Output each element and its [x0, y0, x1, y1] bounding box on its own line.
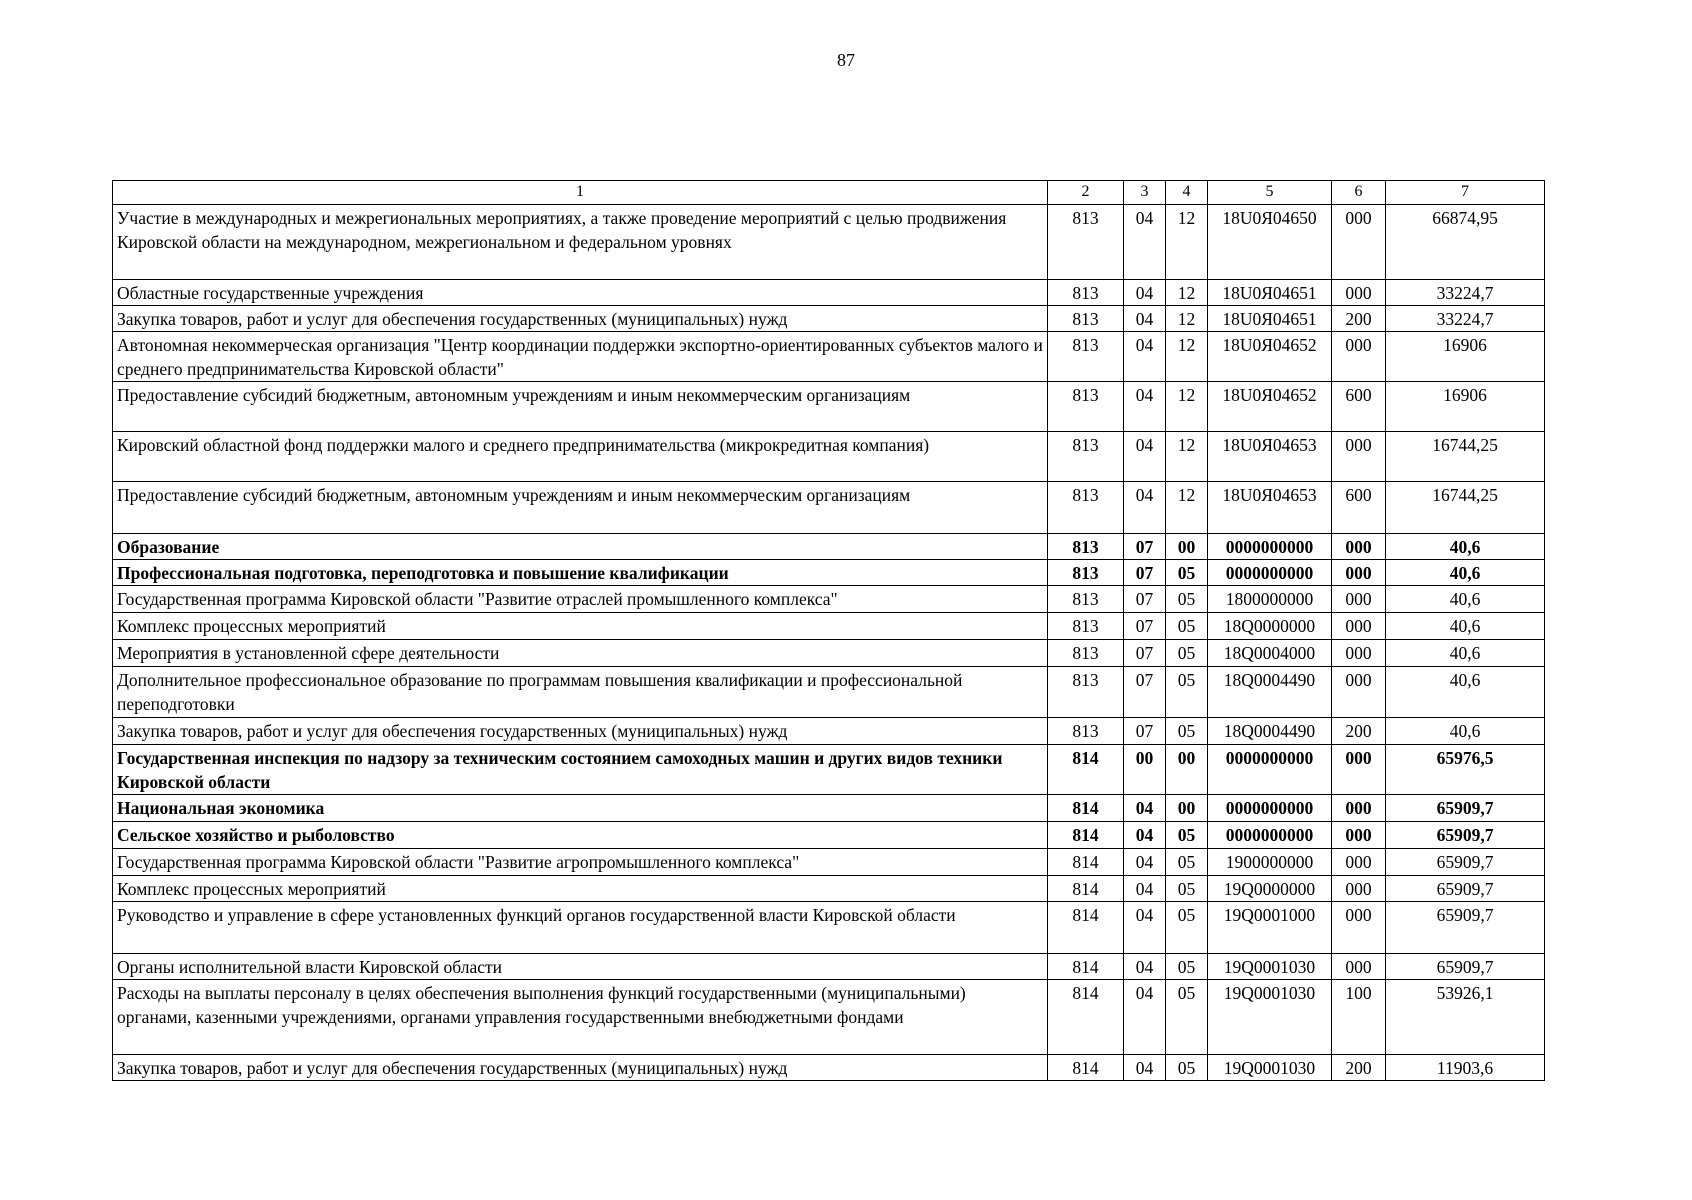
subsection-code-cell: 12 [1166, 332, 1208, 382]
row-name-cell: Государственная программа Кировской области "Развитие отраслей промышленного комплекса" [113, 586, 1048, 613]
row-name-cell: Предоставление субсидий бюджетным, автономным учреждениям и иным некоммерческим организациям [113, 482, 1048, 534]
column-header: 6 [1332, 181, 1386, 205]
subsection-code-cell: 05 [1166, 586, 1208, 613]
target-article-cell: 19Q0001030 [1208, 980, 1332, 1055]
subsection-code-cell: 05 [1166, 980, 1208, 1055]
subsection-code-cell: 05 [1166, 902, 1208, 954]
admin-code-cell: 813 [1048, 586, 1124, 613]
table-row [113, 613, 1545, 640]
table-row [113, 795, 1545, 822]
amount-cell: 16906 [1386, 382, 1545, 432]
table-row [113, 745, 1545, 795]
admin-code-cell: 813 [1048, 560, 1124, 586]
subsection-code-cell: 12 [1166, 432, 1208, 482]
table-row [113, 849, 1545, 876]
row-name-cell: Органы исполнительной власти Кировской области [113, 954, 1048, 980]
admin-code-cell: 814 [1048, 954, 1124, 980]
amount-cell: 33224,7 [1386, 280, 1545, 306]
table-row [113, 1055, 1545, 1081]
expense-type-cell: 200 [1332, 306, 1386, 332]
target-article-cell: 18Q0004000 [1208, 640, 1332, 667]
amount-cell: 16906 [1386, 332, 1545, 382]
table-row [113, 640, 1545, 667]
expense-type-cell: 000 [1332, 640, 1386, 667]
table-row [113, 667, 1545, 718]
admin-code-cell: 814 [1048, 745, 1124, 795]
expense-type-cell: 000 [1332, 667, 1386, 718]
row-name-cell: Расходы на выплаты персоналу в целях обеспечения выполнения функций государственными (муниципальными) органами, казенными учреждениями, органами управления государственными внебюджетными фондами [113, 980, 1048, 1055]
target-article-cell: 18U0Я04653 [1208, 482, 1332, 534]
row-name-cell: Национальная экономика [113, 795, 1048, 822]
subsection-code-cell: 12 [1166, 280, 1208, 306]
section-code-cell: 04 [1124, 849, 1166, 876]
amount-cell: 40,6 [1386, 534, 1545, 560]
target-article-cell: 19Q0001030 [1208, 954, 1332, 980]
amount-cell: 66874,95 [1386, 205, 1545, 280]
expense-type-cell: 000 [1332, 876, 1386, 902]
admin-code-cell: 813 [1048, 306, 1124, 332]
amount-cell: 40,6 [1386, 613, 1545, 640]
table-row [113, 954, 1545, 980]
column-header: 5 [1208, 181, 1332, 205]
row-name-cell: Закупка товаров, работ и услуг для обеспечения государственных (муниципальных) нужд [113, 1055, 1048, 1081]
target-article-cell: 18U0Я04652 [1208, 332, 1332, 382]
amount-cell: 40,6 [1386, 560, 1545, 586]
target-article-cell: 18Q0004490 [1208, 718, 1332, 745]
row-name-cell: Руководство и управление в сфере установленных функций органов государственной власти Кировской области [113, 902, 1048, 954]
table-row [113, 586, 1545, 613]
table-row [113, 902, 1545, 954]
row-name-cell: Государственная инспекция по надзору за техническим состоянием самоходных машин и других видов техники Кировской области [113, 745, 1048, 795]
subsection-code-cell: 00 [1166, 795, 1208, 822]
target-article-cell: 0000000000 [1208, 534, 1332, 560]
subsection-code-cell: 00 [1166, 745, 1208, 795]
expense-type-cell: 000 [1332, 280, 1386, 306]
column-header: 3 [1124, 181, 1166, 205]
amount-cell: 65909,7 [1386, 822, 1545, 849]
amount-cell: 53926,1 [1386, 980, 1545, 1055]
expense-type-cell: 000 [1332, 205, 1386, 280]
subsection-code-cell: 05 [1166, 954, 1208, 980]
expense-type-cell: 000 [1332, 902, 1386, 954]
target-article-cell: 18Q0004490 [1208, 667, 1332, 718]
amount-cell: 65909,7 [1386, 849, 1545, 876]
table-row [113, 718, 1545, 745]
row-name-cell: Кировский областной фонд поддержки малого и среднего предпринимательства (микрокредитная компания) [113, 432, 1048, 482]
admin-code-cell: 813 [1048, 534, 1124, 560]
target-article-cell: 0000000000 [1208, 822, 1332, 849]
target-article-cell: 18U0Я04651 [1208, 306, 1332, 332]
target-article-cell: 18U0Я04651 [1208, 280, 1332, 306]
table-header-row [113, 181, 1545, 205]
target-article-cell: 0000000000 [1208, 795, 1332, 822]
amount-cell: 65976,5 [1386, 745, 1545, 795]
table-row [113, 280, 1545, 306]
section-code-cell: 07 [1124, 613, 1166, 640]
table-row [113, 306, 1545, 332]
target-article-cell: 1800000000 [1208, 586, 1332, 613]
table-row [113, 432, 1545, 482]
row-name-cell: Закупка товаров, работ и услуг для обеспечения государственных (муниципальных) нужд [113, 306, 1048, 332]
table-body [113, 205, 1545, 1081]
amount-cell: 40,6 [1386, 586, 1545, 613]
row-name-cell: Участие в международных и межрегиональных мероприятиях, а также проведение мероприятий с целью продвижения Кировской области на международном, межрегиональном и федеральном уровнях [113, 205, 1048, 280]
section-code-cell: 04 [1124, 954, 1166, 980]
table-row [113, 382, 1545, 432]
expense-type-cell: 000 [1332, 954, 1386, 980]
subsection-code-cell: 05 [1166, 718, 1208, 745]
row-name-cell: Государственная программа Кировской области "Развитие агропромышленного комплекса" [113, 849, 1048, 876]
expense-type-cell: 000 [1332, 586, 1386, 613]
section-code-cell: 04 [1124, 280, 1166, 306]
amount-cell: 65909,7 [1386, 795, 1545, 822]
section-code-cell: 04 [1124, 482, 1166, 534]
target-article-cell: 0000000000 [1208, 560, 1332, 586]
column-header: 4 [1166, 181, 1208, 205]
subsection-code-cell: 00 [1166, 534, 1208, 560]
amount-cell: 11903,6 [1386, 1055, 1545, 1081]
table-row [113, 560, 1545, 586]
target-article-cell: 18U0Я04652 [1208, 382, 1332, 432]
section-code-cell: 04 [1124, 980, 1166, 1055]
section-code-cell: 04 [1124, 1055, 1166, 1081]
section-code-cell: 07 [1124, 560, 1166, 586]
row-name-cell: Комплекс процессных мероприятий [113, 876, 1048, 902]
row-name-cell: Автономная некоммерческая организация "Центр координации поддержки экспортно-ориентированных субъектов малого и среднего предпринимательства Кировской области" [113, 332, 1048, 382]
admin-code-cell: 814 [1048, 876, 1124, 902]
amount-cell: 65909,7 [1386, 876, 1545, 902]
subsection-code-cell: 12 [1166, 306, 1208, 332]
expense-type-cell: 600 [1332, 482, 1386, 534]
admin-code-cell: 814 [1048, 980, 1124, 1055]
expense-type-cell: 000 [1332, 534, 1386, 560]
amount-cell: 16744,25 [1386, 432, 1545, 482]
expense-type-cell: 000 [1332, 822, 1386, 849]
subsection-code-cell: 05 [1166, 876, 1208, 902]
table-row [113, 482, 1545, 534]
admin-code-cell: 814 [1048, 822, 1124, 849]
amount-cell: 40,6 [1386, 718, 1545, 745]
table-row [113, 876, 1545, 902]
admin-code-cell: 813 [1048, 432, 1124, 482]
subsection-code-cell: 12 [1166, 482, 1208, 534]
section-code-cell: 00 [1124, 745, 1166, 795]
section-code-cell: 04 [1124, 902, 1166, 954]
subsection-code-cell: 05 [1166, 822, 1208, 849]
section-code-cell: 07 [1124, 640, 1166, 667]
column-header: 1 [113, 181, 1048, 205]
amount-cell: 33224,7 [1386, 306, 1545, 332]
column-header: 2 [1048, 181, 1124, 205]
expense-type-cell: 000 [1332, 560, 1386, 586]
admin-code-cell: 813 [1048, 280, 1124, 306]
subsection-code-cell: 05 [1166, 640, 1208, 667]
page-number: 87 [837, 50, 855, 70]
section-code-cell: 04 [1124, 795, 1166, 822]
target-article-cell: 0000000000 [1208, 745, 1332, 795]
row-name-cell: Сельское хозяйство и рыболовство [113, 822, 1048, 849]
section-code-cell: 04 [1124, 876, 1166, 902]
expense-type-cell: 100 [1332, 980, 1386, 1055]
subsection-code-cell: 12 [1166, 205, 1208, 280]
expense-type-cell: 200 [1332, 1055, 1386, 1081]
table-row [113, 822, 1545, 849]
section-code-cell: 04 [1124, 822, 1166, 849]
amount-cell: 40,6 [1386, 640, 1545, 667]
section-code-cell: 07 [1124, 718, 1166, 745]
admin-code-cell: 813 [1048, 332, 1124, 382]
row-name-cell: Областные государственные учреждения [113, 280, 1048, 306]
section-code-cell: 04 [1124, 432, 1166, 482]
subsection-code-cell: 05 [1166, 560, 1208, 586]
row-name-cell: Образование [113, 534, 1048, 560]
row-name-cell: Комплекс процессных мероприятий [113, 613, 1048, 640]
column-header: 7 [1386, 181, 1545, 205]
table-row [113, 205, 1545, 280]
row-name-cell: Дополнительное профессиональное образование по программам повышения квалификации и профессиональной переподготовки [113, 667, 1048, 718]
admin-code-cell: 813 [1048, 382, 1124, 432]
target-article-cell: 18Q0000000 [1208, 613, 1332, 640]
row-name-cell: Предоставление субсидий бюджетным, автономным учреждениям и иным некоммерческим организациям [113, 382, 1048, 432]
subsection-code-cell: 05 [1166, 849, 1208, 876]
subsection-code-cell: 05 [1166, 1055, 1208, 1081]
target-article-cell: 19Q0000000 [1208, 876, 1332, 902]
expense-type-cell: 600 [1332, 382, 1386, 432]
admin-code-cell: 813 [1048, 613, 1124, 640]
expense-type-cell: 000 [1332, 613, 1386, 640]
target-article-cell: 18U0Я04650 [1208, 205, 1332, 280]
section-code-cell: 07 [1124, 667, 1166, 718]
amount-cell: 40,6 [1386, 667, 1545, 718]
admin-code-cell: 813 [1048, 482, 1124, 534]
section-code-cell: 07 [1124, 534, 1166, 560]
budget-table [112, 180, 1545, 1081]
expense-type-cell: 000 [1332, 332, 1386, 382]
subsection-code-cell: 12 [1166, 382, 1208, 432]
section-code-cell: 04 [1124, 306, 1166, 332]
section-code-cell: 04 [1124, 205, 1166, 280]
table-row [113, 332, 1545, 382]
admin-code-cell: 814 [1048, 849, 1124, 876]
admin-code-cell: 814 [1048, 795, 1124, 822]
section-code-cell: 04 [1124, 382, 1166, 432]
amount-cell: 65909,7 [1386, 954, 1545, 980]
admin-code-cell: 813 [1048, 640, 1124, 667]
section-code-cell: 04 [1124, 332, 1166, 382]
row-name-cell: Профессиональная подготовка, переподготовка и повышение квалификации [113, 560, 1048, 586]
table-row [113, 534, 1545, 560]
target-article-cell: 1900000000 [1208, 849, 1332, 876]
expense-type-cell: 200 [1332, 718, 1386, 745]
row-name-cell: Закупка товаров, работ и услуг для обеспечения государственных (муниципальных) нужд [113, 718, 1048, 745]
admin-code-cell: 813 [1048, 667, 1124, 718]
row-name-cell: Мероприятия в установленной сфере деятельности [113, 640, 1048, 667]
admin-code-cell: 814 [1048, 902, 1124, 954]
admin-code-cell: 814 [1048, 1055, 1124, 1081]
admin-code-cell: 813 [1048, 718, 1124, 745]
section-code-cell: 07 [1124, 586, 1166, 613]
admin-code-cell: 813 [1048, 205, 1124, 280]
table-row [113, 980, 1545, 1055]
subsection-code-cell: 05 [1166, 613, 1208, 640]
expense-type-cell: 000 [1332, 849, 1386, 876]
expense-type-cell: 000 [1332, 745, 1386, 795]
target-article-cell: 19Q0001030 [1208, 1055, 1332, 1081]
amount-cell: 16744,25 [1386, 482, 1545, 534]
amount-cell: 65909,7 [1386, 902, 1545, 954]
target-article-cell: 18U0Я04653 [1208, 432, 1332, 482]
target-article-cell: 19Q0001000 [1208, 902, 1332, 954]
subsection-code-cell: 05 [1166, 667, 1208, 718]
expense-type-cell: 000 [1332, 432, 1386, 482]
expense-type-cell: 000 [1332, 795, 1386, 822]
